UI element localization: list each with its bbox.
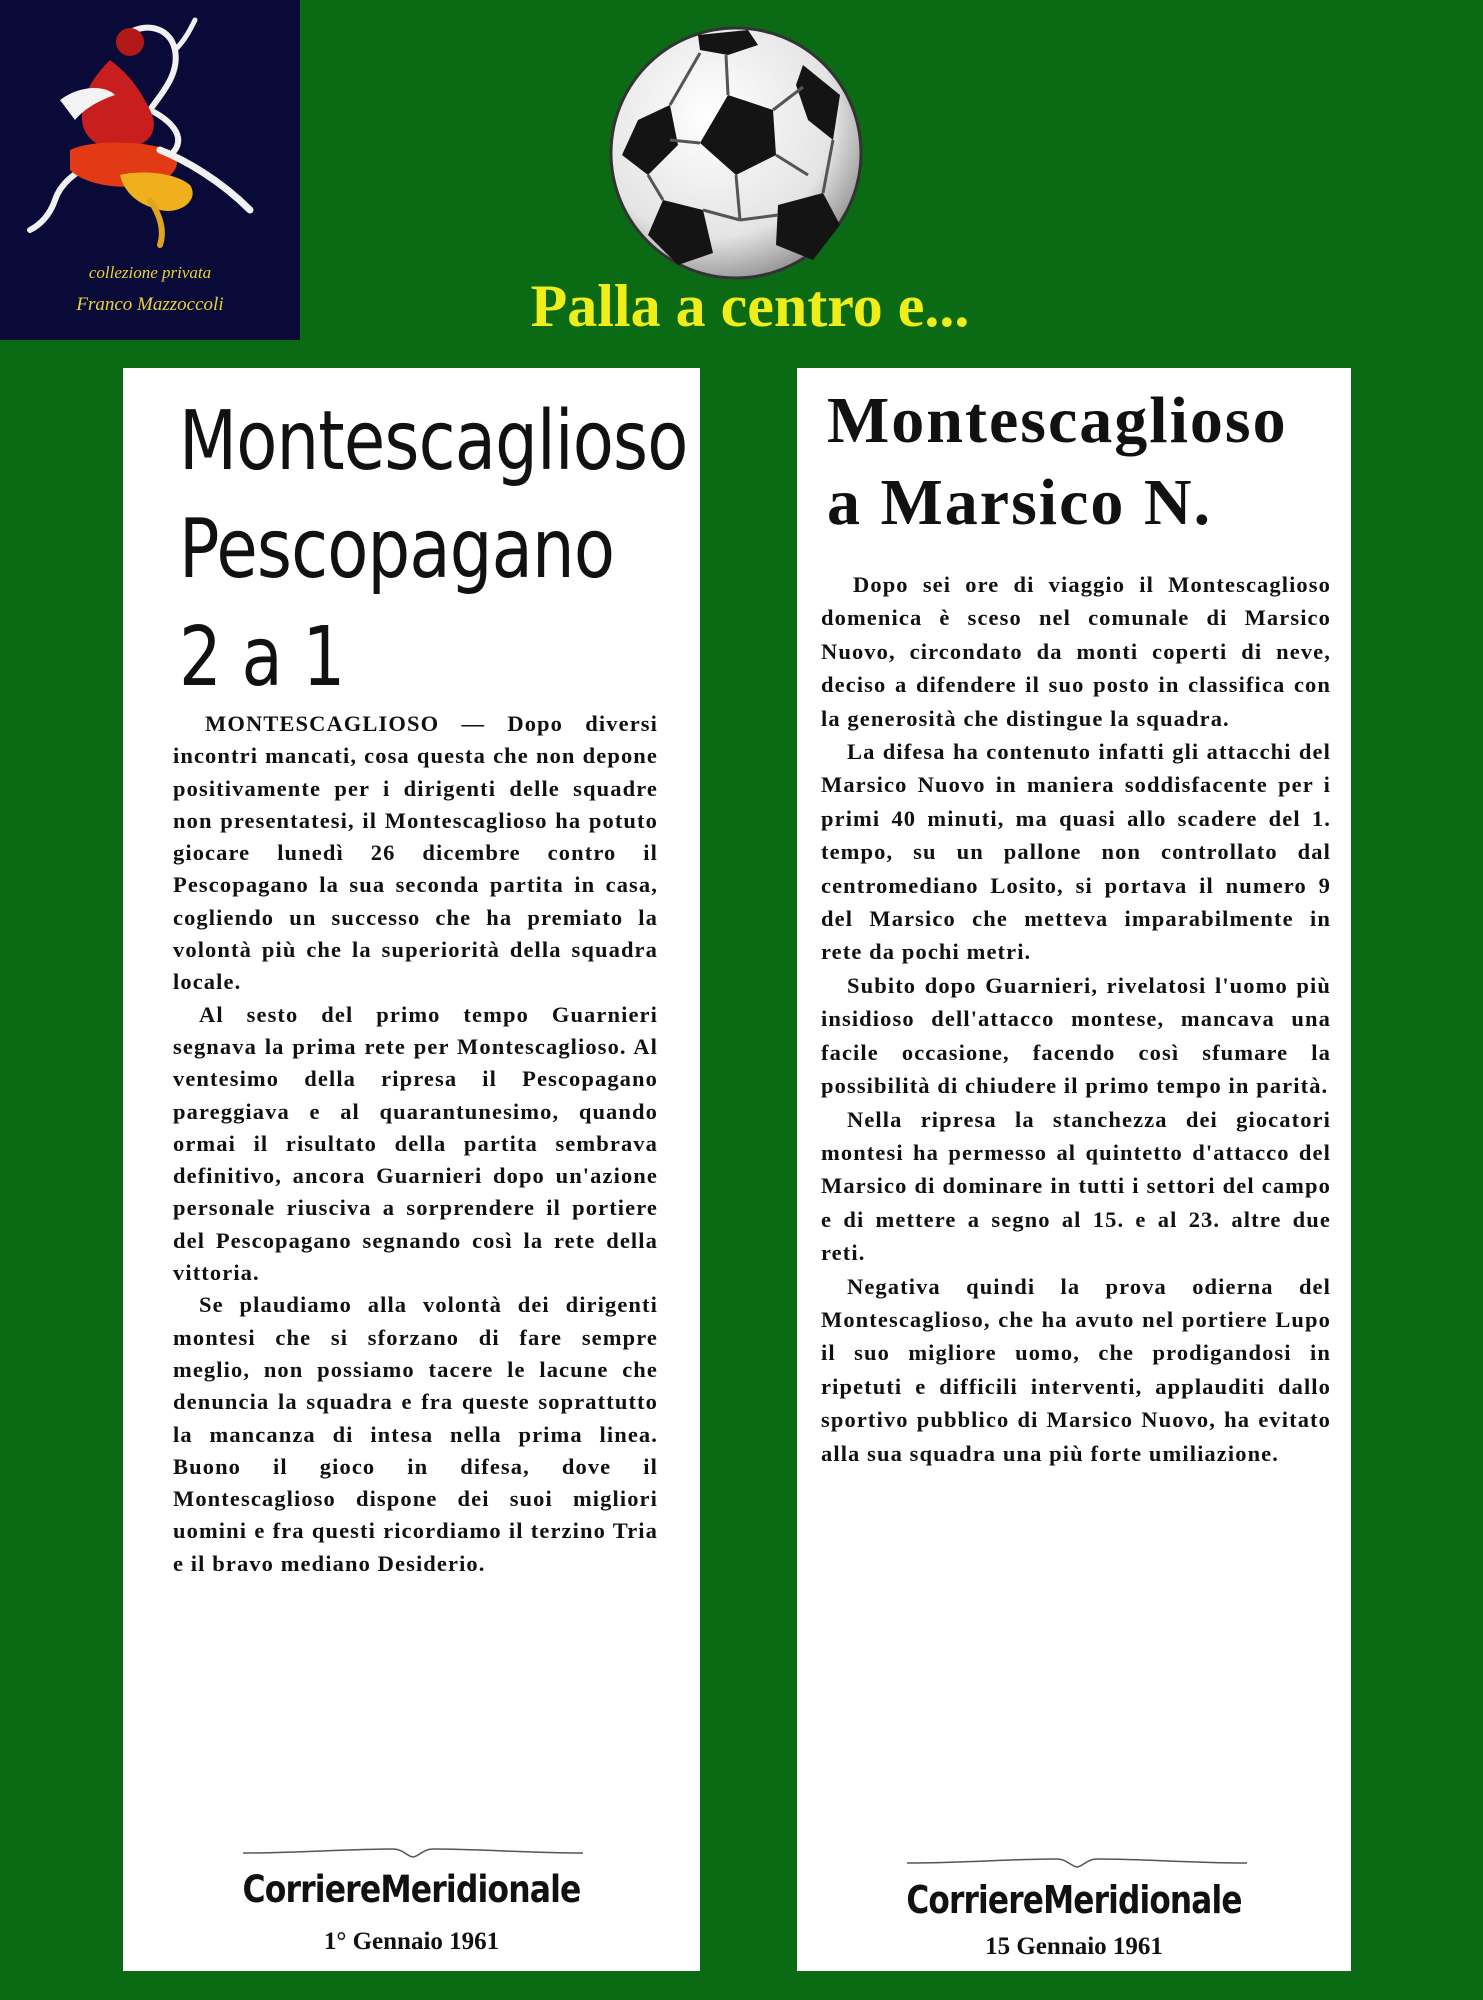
left-title-line: Pescopagano (179, 502, 615, 597)
right-paragraph: Nella ripresa la stanchezza dei giocatori montesi ha permesso al quintetto d'attacco del Marsico di dominare in tutti i settori del campo e di mettere a segno al 15. e al 23. altre due reti. (821, 1106, 1331, 1266)
ornamental-divider (907, 1856, 1247, 1870)
left-paragraph: MONTESCAGLIOSO — Dopo diversi incontri mancati, cosa questa che non depone positivamente per i dirigenti delle squadre non presentatesi, il Montescaglioso ha potuto giocare lunedì 26 dicembre contro il Pescopagano la sua seconda partita in casa, cogliendo un successo che ha premiato la volontà più che la superiorità della squadra locale. (173, 711, 658, 995)
soccer-ball-icon (608, 25, 864, 281)
right-paragraph: Subito dopo Guarnieri, rivelatosi l'uomo più insidioso dell'attacco montese, mancava una facile occasione, facendo così sfumare la possibilità di chiudere il primo tempo in parità. (821, 972, 1331, 1099)
ornamental-divider (243, 1846, 583, 1860)
newspaper-masthead: CorriereMeridionale (906, 1878, 1242, 1922)
collection-logo (0, 0, 300, 340)
page-headline: Palla a centro e... (530, 273, 970, 339)
right-paragraph: La difesa ha contenuto infatti gli attacchi del Marsico Nuovo in maniera soddisfacente per i primi 40 minuti, ma quasi allo scadere del 1. tempo, su un pallone non controllato dal centromediano Losito, si portava il numero 9 del Marsico che metteva imparabilmente in rete da pochi metri. (821, 739, 1331, 965)
right-paragraph: Negativa quindi la prova odierna del Montescaglioso, che ha avuto nel portiere Lupo il suo migliore uomo, che prodigandosi in ripetuti e difficili interventi, applauditi dallo sportivo pubblico di Marsico Nuovo, ha evitato alla sua squadra una più forte umiliazione. (821, 1273, 1331, 1466)
right-article-body (821, 568, 1331, 1470)
runner-figure-icon (0, 0, 300, 260)
right-title-line: Montescaglioso (827, 384, 1288, 457)
left-article-title (179, 388, 688, 712)
publication-date: 15 Gennaio 1961 (985, 1933, 1163, 1960)
right-article-title (827, 380, 1347, 544)
right-newspaper-clipping (797, 368, 1351, 1971)
left-paragraph: Se plaudiamo alla volontà dei dirigenti montesi che si sforzano di fare sempre meglio, non possiamo tacere le lacune che denuncia la squadra e fra queste soprattutto la mancanza di intesa nella prima linea. Buono il gioco in difesa, dove il Montescaglioso dispone dei suoi migliori uomini e fra questi ricordiamo il terzino Tria e il bravo mediano Desiderio. (173, 1292, 658, 1576)
left-paragraph: Al sesto del primo tempo Guarnieri segnava la prima rete per Montescaglioso. Al ventesimo della ripresa il Pescopagano pareggiava e al quarantunesimo, quando ormai il risultato della partita sembrava definitivo, ancora Guarnieri dopo un'azione personale riusciva a sorprendere il portiere del Pescopagano segnando così la rete della vittoria. (173, 1001, 658, 1286)
newspaper-masthead: CorriereMeridionale (242, 1868, 581, 1911)
logo-caption-line1: collezione privata (88, 263, 212, 282)
publication-date: 1° Gennaio 1961 (323, 1928, 500, 1955)
left-newspaper-clipping (123, 368, 700, 1971)
right-paragraph: Dopo sei ore di viaggio il Montescaglioso domenica è sceso nel comunale di Marsico Nuovo, circondato da monti coperti di neve, deciso a difendere il suo posto in classifica con la generosità che distingue la squadra. (821, 572, 1331, 731)
left-title-line: 2 a 1 (179, 610, 345, 705)
right-title-line: a Marsico N. (827, 466, 1213, 539)
left-article-body (173, 708, 658, 1580)
left-title-line: Montescaglioso (179, 394, 688, 489)
logo-caption-line2: Franco Mazzoccoli (76, 294, 224, 315)
